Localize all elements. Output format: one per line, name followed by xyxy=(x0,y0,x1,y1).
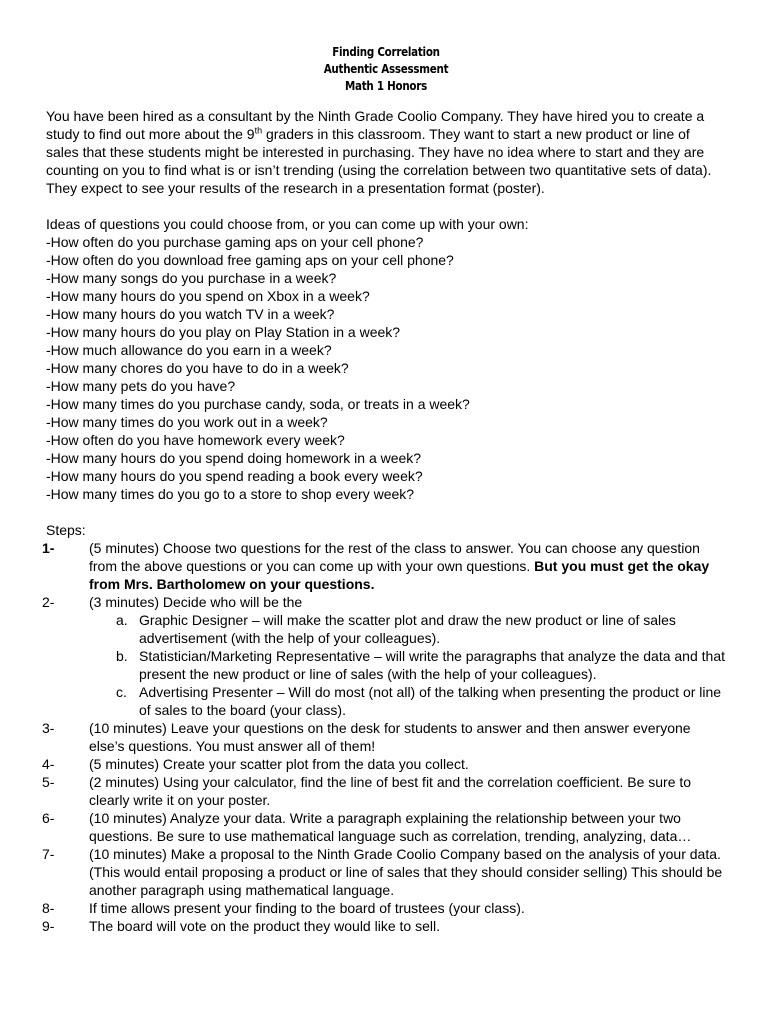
step-item-4 xyxy=(42,755,726,773)
step-item-1 xyxy=(42,539,726,593)
intro-text-start: You have been hired as a consultant by the Ninth Grade Coolio Company. They have hired you to create a study to find out more about the 9 xyxy=(46,108,705,142)
question-item: -How much allowance do you earn in a week? xyxy=(46,342,332,358)
step-text: The board will vote on the product they would like to sell. xyxy=(89,918,440,934)
step-text: (3 minutes) Decide who will be the xyxy=(89,594,303,610)
question-item: -How many hours do you spend on Xbox in a week? xyxy=(46,288,370,304)
question-item: -How often do you purchase gaming aps on your cell phone? xyxy=(46,234,424,250)
step-text: (10 minutes) Leave your questions on the desk for students to answer and then answer everyone else’s questions. You must answer all of them! xyxy=(89,720,691,754)
step-number: 6- xyxy=(42,810,55,826)
step-item-8 xyxy=(42,899,726,917)
step-text: (5 minutes) Create your scatter plot from the data you collect. xyxy=(89,756,469,772)
step-item-5 xyxy=(42,773,726,809)
step-number: 8- xyxy=(42,900,55,916)
intro-paragraph xyxy=(46,107,726,197)
question-item: -How many songs do you purchase in a week? xyxy=(46,270,337,286)
role-text: Advertising Presenter – Will do most (not all) of the talking when presenting the product or line of sales to the board (your class). xyxy=(139,684,722,718)
document-page xyxy=(42,44,726,935)
role-item xyxy=(89,647,726,683)
intro-text-end: graders in this classroom. They want to start a new product or line of sales that these students might be interested in purchasing. They have no idea where to start and they are counting on you to find what is or isn’t trending (using the correlation between two quantitative sets of data). They expect to see your results of the research in a presentation format (poster). xyxy=(46,126,712,196)
step-text: (10 minutes) Make a proposal to the Ninth Grade Coolio Company based on the analysis of your data. (This would entail proposing a product or line of sales that they should consider selling) This should be another paragraph using mathematical language. xyxy=(89,846,723,898)
step-number: 1- xyxy=(42,540,55,556)
question-item: -How many times do you go to a store to shop every week? xyxy=(46,486,415,502)
step-item-2 xyxy=(42,593,726,719)
question-item: -How many hours do you play on Play Station in a week? xyxy=(46,324,401,340)
role-item xyxy=(89,683,726,719)
role-text: Graphic Designer – will make the scatter plot and draw the new product or line of sales advertisement (with the help of your colleagues). xyxy=(139,612,676,646)
ideas-heading: Ideas of questions you could choose from, or you can come up with your own: xyxy=(46,216,529,232)
question-item: -How often do you download free gaming aps on your cell phone? xyxy=(46,252,454,268)
question-item: -How many times do you work out in a week? xyxy=(46,414,328,430)
step-number: 3- xyxy=(42,720,55,736)
step-bold-text: But you must get the okay from Mrs. Bartholomew on your questions. xyxy=(89,558,710,592)
title-line-3: Math 1 Honors xyxy=(345,79,427,93)
question-item: -How many pets do you have? xyxy=(46,378,236,394)
role-letter: b. xyxy=(116,648,128,664)
step-number: 9- xyxy=(42,918,55,934)
title-line-1: Finding Correlation xyxy=(332,45,440,59)
intro-superscript: th xyxy=(254,125,263,136)
step-item-6 xyxy=(42,809,726,845)
step-number: 2- xyxy=(42,594,55,610)
question-item: -How many hours do you spend reading a book every week? xyxy=(46,468,423,484)
role-list xyxy=(89,611,726,719)
question-list xyxy=(46,233,726,503)
question-item: -How many hours do you watch TV in a week? xyxy=(46,306,335,322)
step-number: 7- xyxy=(42,846,55,862)
step-number: 4- xyxy=(42,756,55,772)
step-item-7 xyxy=(42,845,726,899)
document-title xyxy=(46,44,726,95)
role-letter: a. xyxy=(116,612,128,628)
step-text: (10 minutes) Analyze your data. Write a paragraph explaining the relationship between your two questions. Be sure to use mathematical language such as correlation, trending, analyzing, data… xyxy=(89,810,692,844)
role-text: Statistician/Marketing Representative – will write the paragraphs that analyze the data and that present the new product or line of sales (with the help of your colleagues). xyxy=(139,648,725,682)
steps-heading: Steps: xyxy=(46,522,86,538)
step-item-3 xyxy=(42,719,726,755)
role-letter: c. xyxy=(116,684,127,700)
question-item: -How many times do you purchase candy, soda, or treats in a week? xyxy=(46,396,470,412)
steps-list xyxy=(42,539,726,935)
role-item xyxy=(89,611,726,647)
step-text: If time allows present your finding to the board of trustees (your class). xyxy=(89,900,525,916)
question-item: -How often do you have homework every week? xyxy=(46,432,345,448)
title-line-2: Authentic Assessment xyxy=(323,62,449,76)
step-number: 5- xyxy=(42,774,55,790)
step-item-9 xyxy=(42,917,726,935)
step-text: (5 minutes) Choose two questions for the rest of the class to answer. You can choose any question from the above questions or you can come up with your own questions. xyxy=(89,540,700,574)
question-item: -How many hours do you spend doing homework in a week? xyxy=(46,450,422,466)
question-item: -How many chores do you have to do in a week? xyxy=(46,360,349,376)
step-text: (2 minutes) Using your calculator, find the line of best fit and the correlation coefficient. Be sure to clearly write it on your poster. xyxy=(89,774,692,808)
